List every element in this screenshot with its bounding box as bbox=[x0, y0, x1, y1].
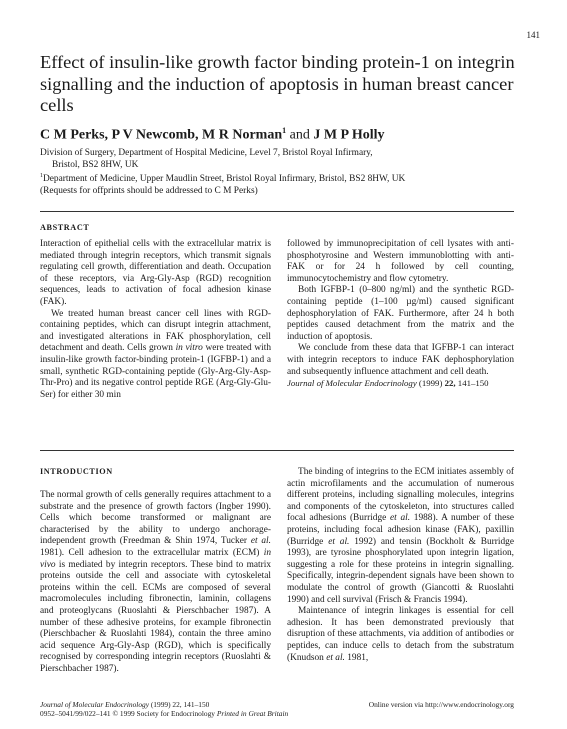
abstract-paragraph-3: followed by immunoprecipitation of cell lysates with anti-phosphotyrosine and Western immunoblotting with anti-FAK or for 24 h followed by cell counting, immunocytochemistry and flow cytometry. bbox=[287, 239, 514, 284]
article-title: Effect of insulin-like growth factor binding protein-1 on integrin signalling and the induction of apoptosis in human breast cancer cells bbox=[40, 52, 515, 115]
affiliation-2 bbox=[40, 171, 530, 186]
abstract-citation: Journal of Molecular Endocrinology (1999) 22, 141–150 bbox=[287, 378, 489, 389]
abstract-paragraph-5: We conclude from these data that IGFBP-1 can interact with integrin receptors to induce FAK dephosphorylation and subsequently influence attachment and cell death. bbox=[287, 343, 514, 377]
affiliation-line-1: Division of Surgery, Department of Hospital Medicine, Level 7, Bristol Royal Infirmary, bbox=[40, 148, 373, 158]
abstract-column-right bbox=[287, 239, 514, 390]
introduction-paragraph-3: Maintenance of integrin linkages is essential for cell adhesion. It has been demonstrated previously that disruption of these attachments, via addition of antibodies or peptides, can induce cells to detach from the substratum (Knudson et al. 1981, bbox=[287, 606, 514, 663]
introduction-column-left bbox=[40, 490, 271, 676]
author-list bbox=[40, 126, 530, 144]
affiliation-2-mark: 1 bbox=[40, 173, 43, 179]
authors-last: J M P Holly bbox=[313, 127, 385, 143]
author-affiliation-mark: 1 bbox=[282, 126, 287, 135]
offprint-request: (Requests for offprints should be addressed to C M Perks) bbox=[40, 186, 258, 196]
affiliation-1 bbox=[40, 148, 530, 171]
introduction-paragraph-1: The normal growth of cells generally requires attachment to a substrate and the presence of growth factors (Ingber 1990). Cells which become transformed or malignant are characterised by the ability to undergo anchorage-independent growth (Freedman & Shin 1974, Tucker et al. 1981). Cell adhesion to the extracellular matrix (ECM) in vivo is mediated by integrin receptors. These bind to matrix proteins outside the cell and associate with cytoskeletal proteins within the cell. ECMs are composed of several macromolecules including fibronectin, laminin, collagens and proteoglycans (Ruoslahti & Pierschbacher 1987). A number of these adhesive proteins, for example fibronectin (Pierschbacher & Ruoslahti 1984), contain the three amino acid sequence Arg-Gly-Asp (RGD), which is specifically recognised by corresponding integrin receptors (Ruoslahti & Pierschbacher 1987). bbox=[40, 490, 271, 674]
introduction-heading: INTRODUCTION bbox=[40, 467, 113, 476]
divider-middle bbox=[40, 450, 514, 451]
authors-main: C M Perks, P V Newcomb, M R Norman bbox=[40, 127, 283, 143]
introduction-column-right bbox=[287, 467, 514, 664]
abstract-heading: ABSTRACT bbox=[40, 223, 90, 232]
abstract-column-left bbox=[40, 239, 271, 401]
footer-online-version: Online version via http://www.endocrinology.org bbox=[368, 700, 514, 709]
abstract-paragraph-1: Interaction of epithelial cells with the extracellular matrix is mediated through integrin receptors, which transmit signals regulating cell growth, differentiation and death. Occupation of these receptors, via Arg-Gly-Asp (RGD) recognition sequences, leads to activation of focal adhesion kinase (FAK). bbox=[40, 239, 271, 307]
authors-and: and bbox=[286, 127, 314, 143]
abstract-paragraph-2: We treated human breast cancer cell lines with RGD-containing peptides, which can disrupt integrin attachment, and investigated alterations in FAK phosphorylation, cell detachment and death. Cells grown in vitro were treated with insulin-like growth factor-binding protein-1 (IGFBP-1) and a small, synthetic RGD-containing peptide (Gly-Arg-Gly-Asp-Thr-Pro) and its negative control peptide RGE (Arg-Gly-Glu-Ser) for either 30 min bbox=[40, 308, 272, 400]
affiliation-line-3: Department of Medicine, Upper Maudlin Street, Bristol Royal Infirmary, Bristol, BS2 8HW, UK bbox=[43, 174, 406, 185]
divider-top bbox=[40, 211, 514, 212]
footer-citation: Journal of Molecular Endocrinology (1999) 22, 141–150 0952–5041/99/022–141 © 1999 Society for Endocrinology Printed in Great Britain bbox=[40, 700, 289, 719]
affiliation-line-2: Bristol, BS2 8HW, UK bbox=[52, 159, 139, 170]
introduction-paragraph-2: The binding of integrins to the ECM initiates assembly of actin microfilaments and the accumulation of numerous different proteins, including signalling molecules, integrins and components of the cytoskeleton, into structures called focal adhesions (Burridge et al. 1988). A number of these proteins, including focal adhesion kinase (FAK), paxillin (Burridge et al. 1992) and tensin (Bockholt & Burridge 1993), are tyrosine phosphorylated upon integrin ligation, suggesting a role for these proteins in integrin signalling. Specifically, integrin-dependent signals have been shown to modulate the control of growth (Giancotti & Ruoslahti 1990) and cell survival (Frisch & Francis 1994). bbox=[287, 467, 515, 605]
abstract-paragraph-4: Both IGFBP-1 (0–800 ng/ml) and the synthetic RGD-containing peptide (1–100 µg/ml) caused significant dephosphorylation of FAK. Furthermore, after 24 h both peptides caused detachment from the matrix and the induction of apoptosis. bbox=[287, 285, 514, 342]
page-number: 141 bbox=[526, 30, 540, 40]
